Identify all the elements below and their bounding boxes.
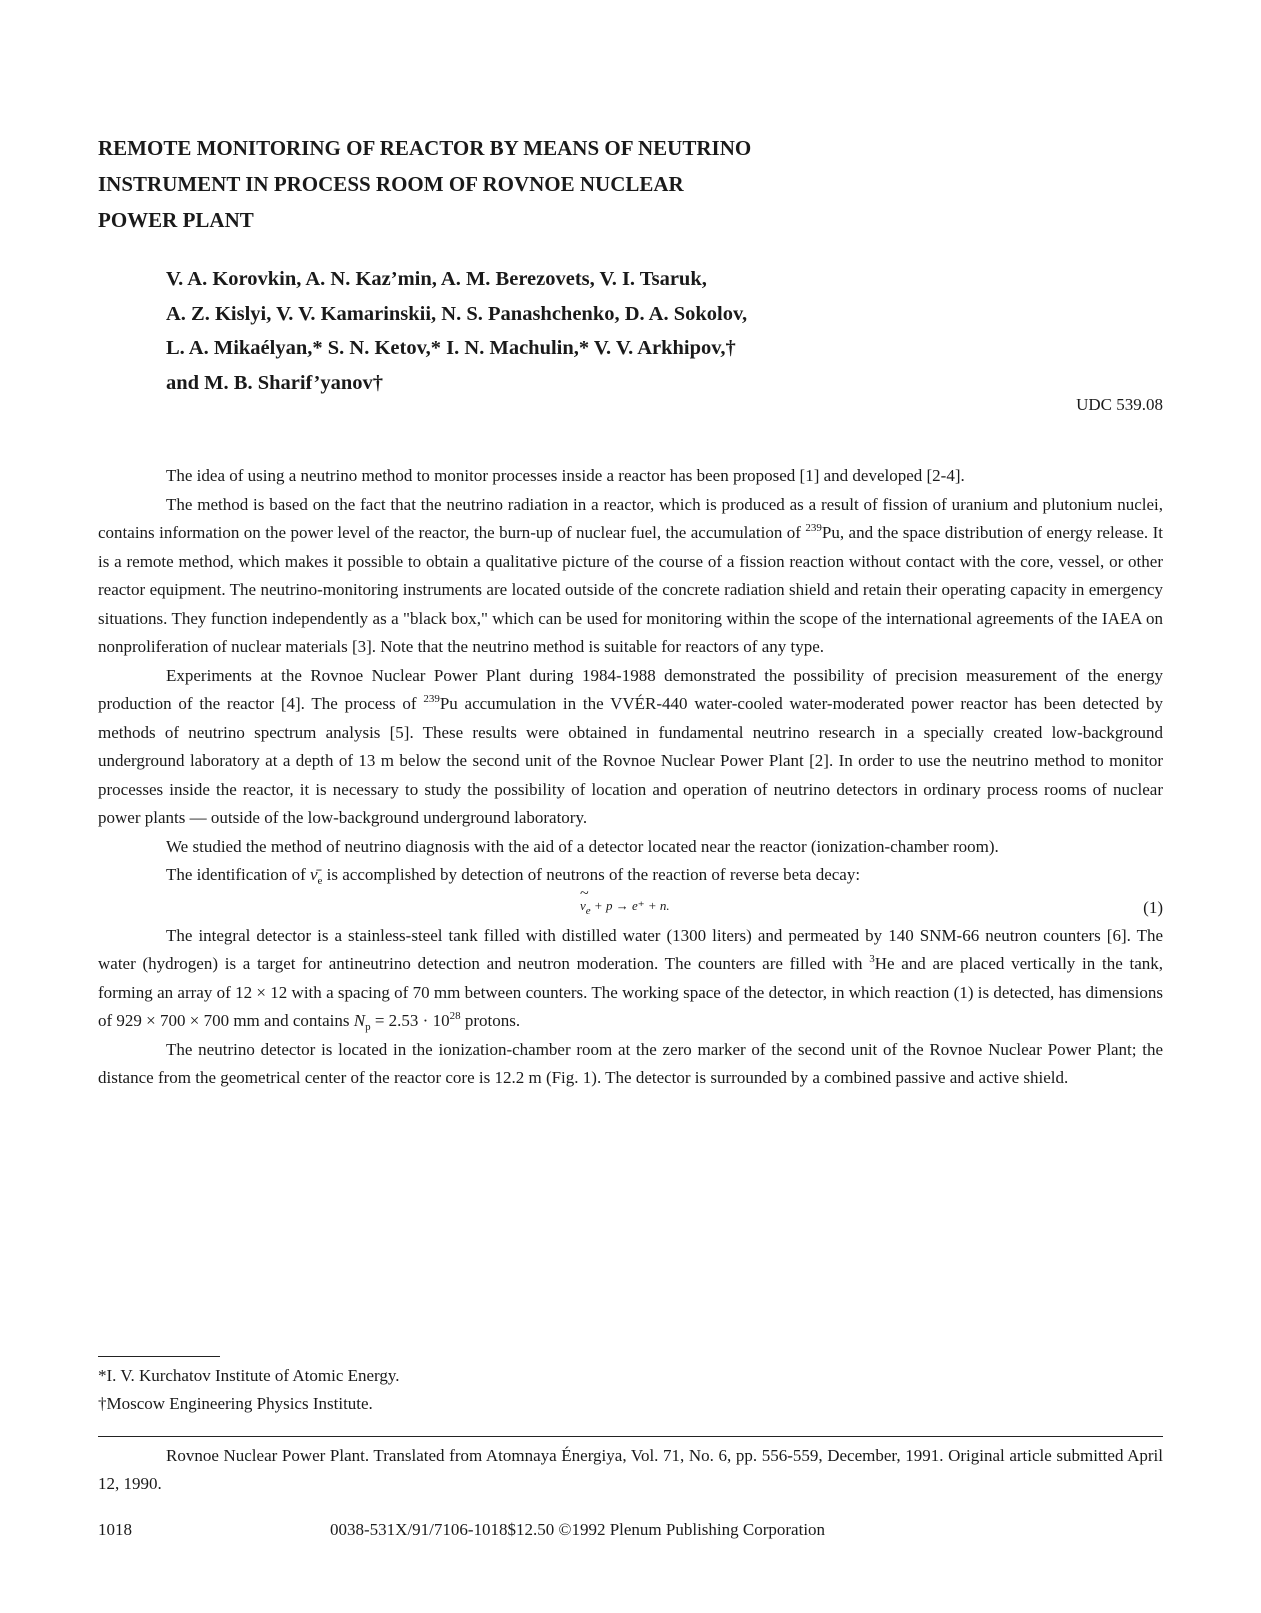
paragraph-text: Experiments at the Rovnoe Nuclear Power Plant during 1984-1988 demonstrated the possibility of precision measurement of the energy production of the reactor [4]. The process of	[98, 665, 1163, 713]
equation-rest: + p → e⁺ + n.	[590, 897, 670, 913]
subscript: p	[365, 1021, 371, 1033]
paragraph-text: He and are placed vertically in the tank, forming an array of 12 × 12 with a spacing of 70 mm between counters. The working space of the detector, in which reaction (1) is detected, has dimensions of 929 × 700 × 700 mm and contains	[98, 954, 1163, 1030]
author-line: A. Z. Kislyi, V. V. Kamarinskii, N. S. Panashchenko, D. A. Sokolov,	[166, 302, 748, 325]
translation-note: Rovnoe Nuclear Power Plant. Translated from Atomnaya Énergiya, Vol. 71, No. 6, pp. 556-559, December, 1991. Original article submitted April 12, 1990.	[98, 1446, 1163, 1493]
footnote-divider	[98, 1356, 220, 1357]
title-line: POWER PLANT	[98, 208, 254, 232]
translation-divider	[98, 1436, 1163, 1437]
exponent: 28	[449, 1010, 461, 1022]
isotope-superscript: 3	[869, 953, 875, 965]
article-title	[98, 130, 858, 238]
paragraph-text: = 2.53 · 10	[370, 1011, 450, 1030]
paragraph-text: The identification of	[166, 865, 310, 884]
author-line: L. A. Mikaélyan,* S. N. Ketov,* I. N. Machulin,* V. V. Arkhipov,†	[166, 337, 736, 359]
paragraph	[98, 922, 1163, 1036]
author-line: and M. B. Sharif’yanov†	[166, 371, 383, 394]
paragraph-text: The integral detector is a stainless-steel tank filled with distilled water (1300 liters) and permeated by 140 SNM-66 neutron counters [6]. The water (hydrogen) is a target for antineutrino detection and neutron moderation. The counters are filled with	[98, 925, 1163, 973]
paragraph: We studied the method of neutrino diagnosis with the aid of a detector located near the reactor (ionization-chamber room).	[166, 836, 999, 856]
copyright-line: 0038-531X/91/7106-1018$12.50 ©1992 Plenum Publishing Corporation	[330, 1520, 826, 1539]
equation-number: (1)	[1143, 897, 1163, 917]
antineutrino-symbol: ν̄	[309, 865, 318, 884]
footnote: *I. V. Kurchatov Institute of Atomic Energy.	[98, 1366, 400, 1385]
equation-expression	[580, 892, 670, 921]
paragraph: The idea of using a neutrino method to monitor processes inside a reactor has been proposed [1] and developed [2-4].	[166, 466, 965, 485]
title-line: INSTRUMENT IN PROCESS ROOM OF ROVNOE NUCLEAR	[98, 172, 684, 196]
footnote: †Moscow Engineering Physics Institute.	[98, 1394, 373, 1413]
subscript: e	[317, 875, 323, 887]
subscript: e	[585, 904, 591, 917]
paragraph-text: The method is based on the fact that the neutrino radiation in a reactor, which is produced as a result of fission of uranium and plutonium nuclei, contains information on the power level of the reactor, the burn-up of nuclear fuel, the accumulation of	[98, 494, 1163, 542]
antineutrino-symbol: ~ ν	[580, 892, 586, 921]
author-list	[166, 262, 1046, 400]
article-body	[98, 462, 1163, 1093]
page-number: 1018	[98, 1520, 132, 1539]
paragraph	[98, 861, 1163, 890]
paragraph: The neutrino detector is located in the ionization-chamber room at the zero marker of the second unit of the Rovnoe Nuclear Power Plant; the distance from the geometrical center of the reactor core is 12.2 m (Fig. 1). The detector is surrounded by a combined passive and active shield.	[98, 1039, 1163, 1087]
udc-code: UDC 539.08	[1076, 395, 1163, 414]
footnotes	[98, 1362, 898, 1418]
author-line: V. A. Korovkin, A. N. Kaz’min, A. M. Berezovets, V. I. Tsaruk,	[166, 268, 707, 290]
paragraph	[98, 662, 1163, 833]
title-line: REMOTE MONITORING OF REACTOR BY MEANS OF NEUTRINO	[98, 136, 752, 160]
isotope-superscript: 239	[805, 522, 822, 534]
variable-symbol: N	[353, 1011, 366, 1030]
paragraph-text: Pu, and the space distribution of energy release. It is a remote method, which makes it possible to obtain a qualitative picture of the course of a fission reaction without contact with the core, vessel, or other reactor equipment. The neutrino-monitoring instruments are located outside of the concrete radiation shield and retain their operating capacity in emergency situations. They function independently as a "black box," which can be used for monitoring within the scope of the international agreements of the IAEA on nonproliferation of nuclear materials [3]. Note that the neutrino method is suitable for reactors of any type.	[98, 523, 1164, 656]
paragraph-text: is accomplished by detection of neutrons of the reaction of reverse beta decay:	[322, 865, 861, 884]
paragraph	[98, 491, 1163, 662]
equation-1	[98, 890, 1163, 922]
isotope-superscript: 239	[423, 693, 440, 705]
paragraph-text: Pu accumulation in the VVÉR-440 water-cooled water-moderated power reactor has been detected by methods of neutrino spectrum analysis [5]. These results were obtained in fundamental neutrino research in a specially created low-background underground laboratory at a depth of 13 m below the second unit of the Rovnoe Nuclear Power Plant [2]. In order to use the neutrino method to monitor processes inside the reactor, it is necessary to study the possibility of location and operation of neutrino detectors in ordinary process rooms of nuclear power plants — outside of the low-background underground laboratory.	[98, 694, 1164, 827]
paragraph-text: protons.	[460, 1011, 521, 1030]
